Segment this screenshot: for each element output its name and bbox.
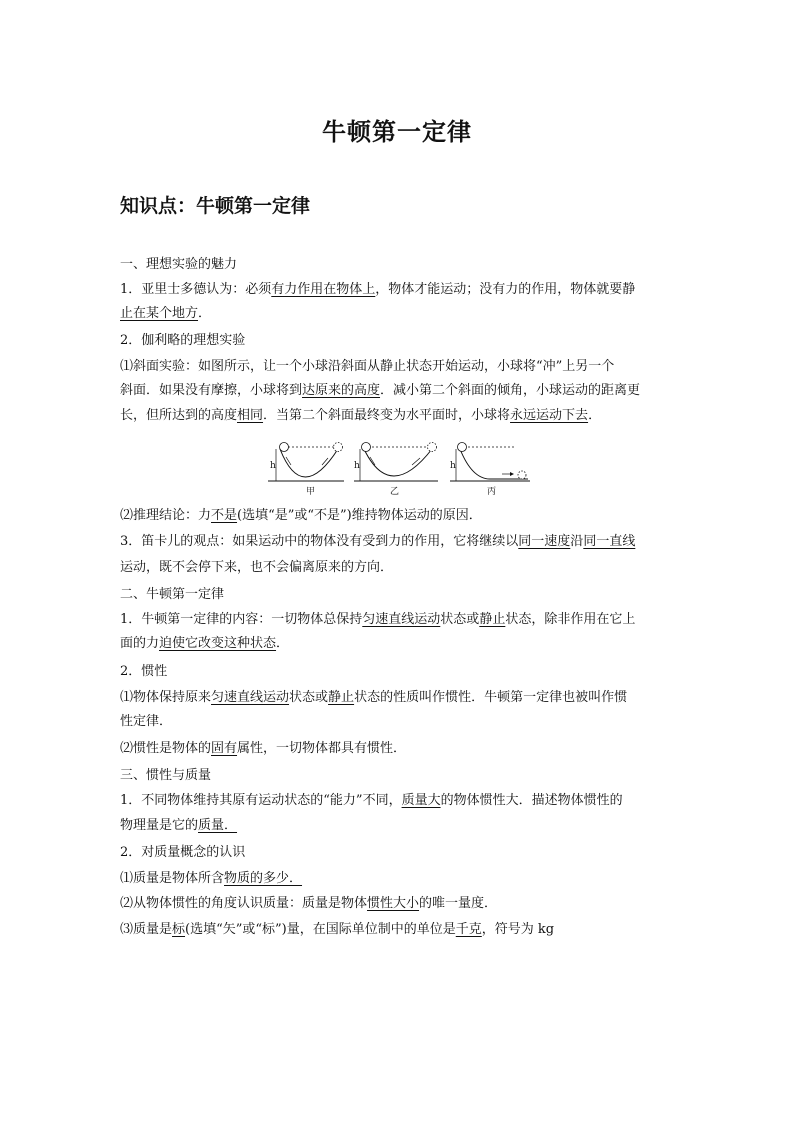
underlined-answer: 不是: [211, 508, 238, 523]
underlined-answer: 物质的多少．: [224, 871, 303, 886]
text-segment: 长，但所达到的高度: [120, 408, 238, 423]
text-line: [120, 793, 680, 809]
text-segment: 的唯一量度．: [419, 896, 498, 911]
text-line: [120, 257, 680, 273]
text-segment: 三、惯性与质量: [120, 768, 212, 783]
height-label-bing: h: [450, 461, 456, 471]
text-segment: 沿: [570, 534, 584, 549]
text-segment: ⑵推理结论：力: [120, 508, 212, 523]
underlined-answer: 迫使它改变这种状态: [159, 636, 277, 651]
text-segment: ⑴质量是物体所含: [120, 871, 225, 886]
text-segment: 运动，既不会停下来，也不会偏离原来的方向．: [120, 560, 394, 575]
text-line: [120, 359, 680, 375]
text-segment: ．减小第二个斜面的倾角，小球运动的距离更: [380, 383, 641, 398]
text-segment: 2．对质量概念的认识: [120, 845, 246, 860]
underlined-answer: 千克: [455, 922, 482, 937]
text-line: [120, 922, 680, 938]
text-segment: 1．亚里士多德认为：必须: [120, 282, 272, 297]
text-line: [120, 333, 680, 349]
text-segment: 2．惯性: [120, 664, 168, 679]
text-segment: ，符号为 kg: [481, 922, 555, 937]
text-line: [120, 690, 680, 706]
text-segment: ．: [276, 636, 290, 651]
underlined-answer: 同一直线: [583, 534, 636, 549]
text-segment: ⑵从物体惯性的角度认识质量：质量是物体: [120, 896, 368, 911]
underlined-answer: 相同: [237, 408, 264, 423]
text-line: [120, 534, 680, 550]
text-segment: ⑵惯性是物体的: [120, 741, 212, 756]
text-segment: 一、理想实验的魅力: [120, 257, 238, 272]
underlined-answer: 永远运动下去: [510, 408, 589, 423]
page-title: 牛顿第一定律: [322, 118, 472, 146]
height-label-jia: h: [270, 461, 276, 471]
text-segment: 1．不同物体维持其原有运动状态的“能力”不同，: [120, 793, 402, 808]
text-line: [120, 664, 680, 680]
underlined-answer: 有力作用在物体上: [271, 282, 376, 297]
text-segment: 面的力: [120, 636, 160, 651]
text-segment: (选填“矢”或“标”)量，在国际单位制中的单位是: [185, 922, 456, 937]
figure-label-jia: 甲: [306, 487, 316, 497]
text-segment: ⑴物体保持原来: [120, 690, 212, 705]
text-line: [120, 871, 680, 887]
figure-panel-bing: [450, 443, 530, 498]
text-line: [120, 714, 680, 730]
underlined-answer: 惯性大小: [367, 896, 420, 911]
text-segment: 2．伽利略的理想实验: [120, 333, 246, 348]
text-segment: ⑶质量是: [120, 922, 173, 937]
text-segment: 状态的性质叫作惯性．牛顿第一定律也被叫作惯: [354, 690, 628, 705]
text-segment: 3．笛卡儿的观点：如果运动中的物体没有受到力的作用，它将继续以: [120, 534, 519, 549]
text-segment: 属性，一切物体都具有惯性．: [237, 741, 407, 756]
text-line: [120, 612, 680, 628]
text-segment: 的物体惯性大．描述物体惯性的: [440, 793, 623, 808]
text-line: [120, 383, 680, 399]
underlined-answer: 标: [172, 922, 186, 937]
text-segment: 物理量是它的: [120, 818, 199, 833]
text-line: [120, 508, 680, 524]
text-segment: 状态或: [440, 612, 480, 627]
underlined-answer: 质量．: [198, 818, 238, 833]
text-segment: 状态或: [289, 690, 329, 705]
text-segment: ⑴斜面实验：如图所示，让一个小球沿斜面从静止状态开始运动，小球将“冲”上另一个: [120, 359, 615, 374]
text-line: [120, 408, 680, 424]
incline-experiment-figure: [262, 441, 532, 497]
text-segment: 状态，除非作用在它上: [505, 612, 636, 627]
height-label-yi: h: [354, 461, 360, 471]
underlined-answer: 匀速直线运动: [362, 612, 441, 627]
text-line: [120, 768, 680, 784]
underlined-answer: 同一速度: [518, 534, 571, 549]
underlined-answer: 静止: [328, 690, 355, 705]
text-line: [120, 587, 680, 603]
figure-panel-yi: [354, 443, 438, 498]
text-line: [120, 282, 680, 298]
text-segment: 性定律．: [120, 714, 173, 729]
text-segment: 二、牛顿第一定律: [120, 587, 225, 602]
underlined-answer: 匀速直线运动: [211, 690, 290, 705]
text-segment: ．当第二个斜面最终变为水平面时，小球将: [263, 408, 511, 423]
text-line: [120, 636, 680, 652]
underlined-answer: 质量大: [401, 793, 441, 808]
figure-label-yi: 乙: [390, 487, 400, 497]
text-line: [120, 560, 680, 576]
underlined-answer: 固有: [211, 741, 238, 756]
text-segment: ．: [198, 306, 212, 321]
figure-panel-jia: [268, 443, 344, 498]
text-line: [120, 845, 680, 861]
text-segment: (选填“是”或“不是”)维持物体运动的原因．: [237, 508, 482, 523]
section-heading: 知识点：牛顿第一定律: [120, 195, 311, 217]
underlined-answer: 静止: [479, 612, 506, 627]
underlined-answer: 止在某个地方: [120, 306, 199, 321]
text-line: [120, 741, 680, 757]
text-segment: 斜面．如果没有摩擦，小球将到: [120, 383, 303, 398]
text-line: [120, 306, 680, 322]
underlined-answer: 达原来的高度: [302, 383, 381, 398]
text-line: [120, 896, 680, 912]
text-line: [120, 818, 680, 834]
text-segment: ．: [588, 408, 602, 423]
figure-label-bing: 丙: [487, 487, 497, 497]
text-segment: 1．牛顿第一定律的内容：一切物体总保持: [120, 612, 363, 627]
text-segment: ，物体才能运动；没有力的作用，物体就要静: [375, 282, 636, 297]
